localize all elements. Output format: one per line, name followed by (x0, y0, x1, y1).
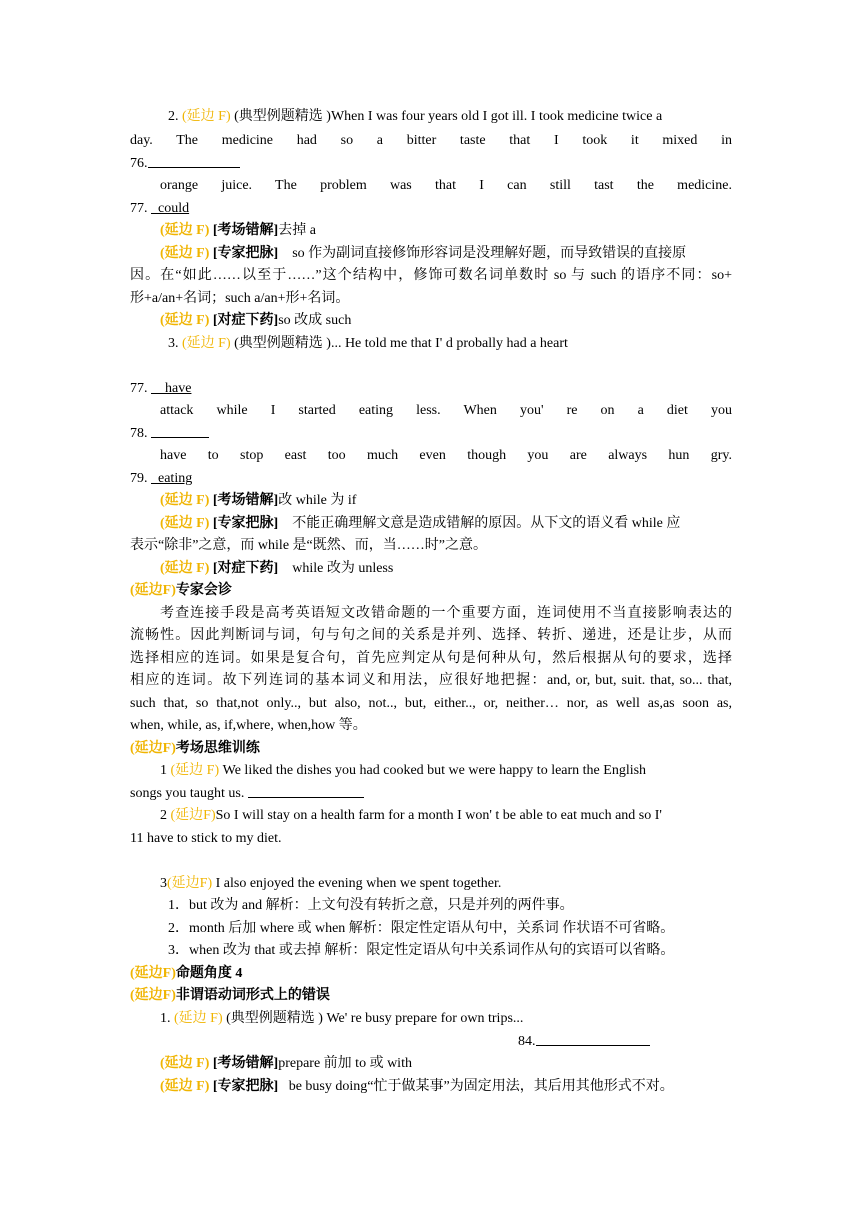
source-tag: (延边 F) (160, 493, 210, 508)
item-number: 1 (160, 763, 167, 778)
example-source-text: (典型例题精选 ) We' re busy prepare for own trips... (226, 1011, 524, 1026)
item-number: 1. (160, 1011, 171, 1026)
pulse-text: 不能正确理解文意是造成错解的原因。从下文的语义看 while 应 (292, 516, 681, 531)
training-item-2 (160, 805, 732, 826)
training-item-1 (160, 760, 732, 781)
pulse-label: [专家把脉] (212, 516, 279, 531)
line-number: 77. (130, 381, 148, 396)
section-heading-angle (130, 963, 732, 984)
answer-blank (536, 1031, 650, 1046)
error-label: [考场错解] (212, 1056, 279, 1071)
pulse-text: so 作为副词直接修饰形容词是没理解好题，而导致错误的直接原 (292, 246, 687, 261)
answer-line-77 (130, 378, 732, 399)
source-tag: (延边 F) (160, 313, 210, 328)
training-item-1-cont (130, 783, 732, 804)
expert-paragraph-line: 考查连接手段是高考英语短文改错命题的一个重要方面，连词使用不当直接影响表达的 (160, 606, 732, 621)
item-number: 2. (168, 109, 179, 124)
source-tag: (延边F) (167, 876, 213, 891)
exam-error-note (160, 1053, 732, 1074)
training-item-3 (160, 873, 732, 894)
expert-pulse-note (160, 1076, 732, 1097)
source-tag: (延边 F) (160, 516, 210, 531)
source-tag: (延边 F) (160, 561, 210, 576)
source-tag: (延边 F) (170, 763, 220, 778)
expert-paragraph-line: such that, so that,not only.., but also, not.., but, either.., or, neither… nor, as well as,as soon as, (130, 696, 732, 711)
section-heading-expert (130, 580, 732, 601)
pulse-label: [专家把脉] (212, 1079, 279, 1094)
answer-blank (151, 423, 209, 438)
example-3-header (168, 333, 732, 354)
passage-line: day. The medicine had so a bitter taste that I took it mixed in (130, 133, 732, 148)
pulse-text-cont: 表示“除非”之意，而 while 是“既然、而，当……时”之意。 (130, 538, 487, 553)
passage-line: attack while I started eating less. When you' re on a diet you (160, 403, 732, 418)
answer-line-84 (518, 1031, 732, 1052)
answer-explanation-1: 1．but 改为 and 解析：上文句没有转折之意，只是并列的两件事。 (168, 898, 574, 913)
error-text: 去掉 a (278, 223, 316, 238)
training-text: songs you taught us. (130, 786, 245, 801)
answer-line-79 (130, 468, 732, 489)
source-tag: (延边F) (130, 583, 176, 598)
pulse-text: be busy doing“忙于做某事”为固定用法，其后用其他形式不对。 (288, 1079, 674, 1094)
answer-line-76 (130, 153, 732, 174)
source-tag: (延边 F) (160, 1056, 210, 1071)
answer-explanation-3: 3．when 改为 that 或去掉 解析：限定性定语从句中关系词作从句的宾语可以省略。 (168, 943, 675, 958)
answer-line-77 (130, 198, 732, 219)
training-text: I also enjoyed the evening when we spent together. (215, 876, 502, 891)
answer-text: have (165, 381, 192, 396)
source-tag: (延边F) (130, 966, 176, 981)
line-number: 78. (130, 426, 148, 441)
answer-explanation-2: 2．month 后加 where 或 when 解析：限定性定语从句中，关系词 作状语不可省略。 (168, 921, 675, 936)
passage-line: have to stop east too much even though you are always hun gry. (160, 448, 732, 463)
answer-blank (248, 783, 364, 798)
example-source-text: (典型例题精选 )... He told me that I' d probally had a heart (234, 336, 568, 351)
source-tag: (延边F) (130, 988, 176, 1003)
example-source-text: (典型例题精选 )When I was four years old I got ill. I took medicine twice a (234, 109, 663, 124)
expert-paragraph-line: 相应的连词。故下列连词的基本词义和用法，应很好地把握：and, or, but, suit. that, so... that, (130, 673, 732, 688)
exam-error-note (160, 490, 732, 511)
training-text: So I will stay on a health farm for a month I won' t be able to eat much and so I' (215, 808, 662, 823)
source-tag: (延边 F) (160, 246, 210, 261)
source-tag: (延边F) (130, 741, 176, 756)
source-tag: (延边 F) (160, 1079, 210, 1094)
expert-pulse-note (160, 243, 732, 264)
fix-note (160, 310, 732, 331)
section-title: 非谓语动词形式上的错误 (175, 988, 330, 1003)
section-heading-nonfinite (130, 985, 732, 1006)
error-label: [考场错解] (212, 223, 279, 238)
error-text: prepare 前加 to 或 with (278, 1056, 412, 1071)
example-1-header (160, 1008, 732, 1029)
fix-note (160, 558, 732, 579)
source-tag: (延边 F) (160, 223, 210, 238)
source-tag: (延边 F) (182, 109, 231, 124)
fix-label: [对症下药] (212, 561, 279, 576)
answer-line-78 (130, 423, 732, 444)
example-2-header (168, 106, 732, 127)
item-number: 3. (168, 336, 179, 351)
fix-text: so 改成 such (278, 313, 352, 328)
expert-paragraph-line: when, while, as, if,where, when,how 等。 (130, 718, 367, 733)
document-page (130, 0, 732, 1216)
source-tag: (延边 F) (174, 1011, 223, 1026)
line-number: 77. (130, 201, 148, 216)
error-label: [考场错解] (212, 493, 279, 508)
pulse-text-cont: 因。在“如此……以至于……”这个结构中，修饰可数名词单数时 so 与 such 的语序不同：so+ (130, 268, 732, 283)
passage-line: orange juice. The problem was that I can still tast the medicine. (160, 178, 732, 193)
exam-error-note (160, 220, 732, 241)
section-title: 考场思维训练 (175, 741, 260, 756)
item-number: 2 (160, 808, 167, 823)
line-number: 76. (130, 156, 148, 171)
source-tag: (延边 F) (182, 336, 231, 351)
expert-paragraph-line: 选择相应的连词。如果是复合句，首先应判定从句是何种从句，然后根据从句的要求，选择 (130, 651, 732, 666)
expert-paragraph-line: 流畅性。因此判断词与词，句与句之间的关系是并列、选择、转折、递进，还是让步，从而 (130, 628, 732, 643)
source-tag: (延边F) (170, 808, 216, 823)
pulse-label: [专家把脉] (212, 246, 279, 261)
line-number: 79. (130, 471, 148, 486)
fix-label: [对症下药] (212, 313, 279, 328)
error-text: 改 while 为 if (278, 493, 357, 508)
fix-text: while 改为 unless (292, 561, 394, 576)
training-item-2-cont: 11 have to stick to my diet. (130, 831, 282, 846)
expert-pulse-note (160, 513, 732, 534)
item-number: 3 (160, 876, 167, 891)
section-heading-training (130, 738, 732, 759)
answer-blank (148, 153, 240, 168)
section-title: 命题角度 4 (175, 966, 243, 981)
answer-text: could (158, 201, 190, 216)
pulse-text-cont: 形+a/an+名词；such a/an+形+名词。 (130, 291, 350, 306)
training-text: We liked the dishes you had cooked but we were happy to learn the English (222, 763, 647, 778)
line-number: 84. (518, 1034, 536, 1049)
answer-text: eating (158, 471, 193, 486)
section-title: 专家会诊 (175, 583, 232, 598)
